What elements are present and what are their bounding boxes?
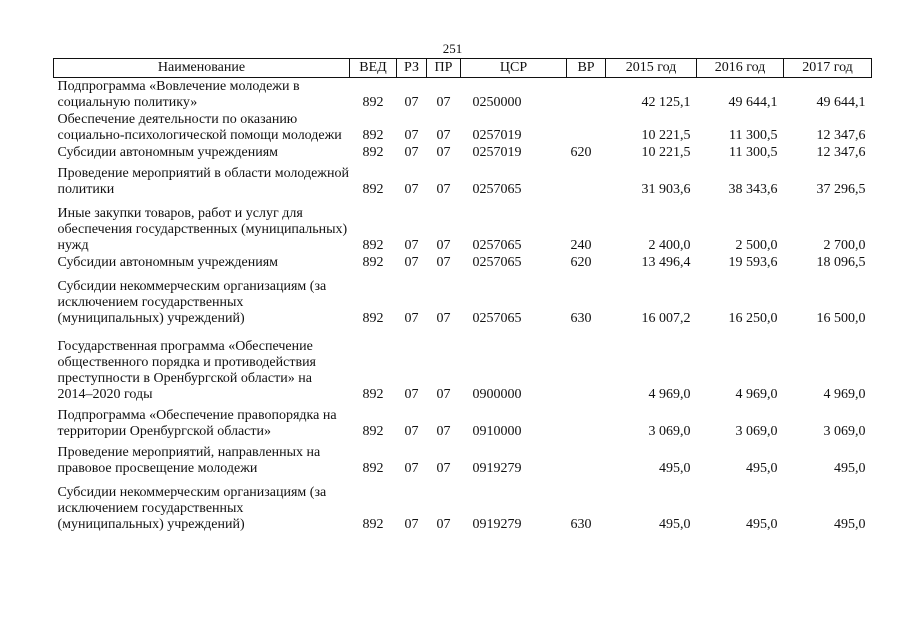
- header-csr: ЦСР: [461, 59, 567, 78]
- row-vr: [567, 78, 606, 112]
- row-vr: [567, 403, 606, 440]
- row-2017: 495,0: [834, 461, 866, 476]
- row-2017: 495,0: [834, 517, 866, 532]
- row-ved: 892: [362, 128, 384, 143]
- header-vr: ВР: [567, 59, 606, 78]
- row-2016: 16 250,0: [728, 311, 778, 326]
- row-2015: 31 903,6: [641, 182, 691, 197]
- row-2016: 4 969,0: [735, 387, 778, 402]
- page-number: 251: [442, 41, 463, 56]
- table-row: [54, 254, 872, 271]
- header-rz: РЗ: [397, 59, 427, 78]
- row-pr: 07: [436, 387, 451, 402]
- row-ved: 892: [362, 145, 384, 160]
- table-row: [54, 198, 872, 254]
- row-2015: 10 221,5: [641, 128, 691, 143]
- row-2016: 38 343,6: [728, 182, 778, 197]
- table-row: [54, 403, 872, 440]
- row-rz: 07: [404, 128, 419, 143]
- row-2015: 16 007,2: [641, 311, 691, 326]
- row-2015: 3 069,0: [648, 424, 691, 439]
- row-2015: 2 400,0: [648, 238, 691, 253]
- row-pr: 07: [436, 311, 451, 326]
- row-name: Субсидии некоммерческим организациям (за исключением государственных (муниципальных) учреждений): [57, 279, 327, 326]
- row-pr: 07: [436, 182, 451, 197]
- row-name: Государственная программа «Обеспечение общественного порядка и противодействия преступности в Оренбургской области» на 2014–2020 годы: [57, 339, 317, 402]
- row-name: Субсидии автономным учреждениям: [57, 255, 279, 270]
- row-2016: 11 300,5: [729, 128, 778, 143]
- row-vr: 630: [570, 517, 592, 532]
- row-2016: 19 593,6: [728, 255, 778, 270]
- row-2017: 18 096,5: [816, 255, 866, 270]
- row-csr: 0910000: [472, 424, 522, 439]
- row-rz: 07: [404, 517, 419, 532]
- row-name: Субсидии автономным учреждениям: [57, 145, 279, 160]
- row-2015: 495,0: [659, 517, 691, 532]
- row-2016: 11 300,5: [729, 145, 778, 160]
- row-2017: 3 069,0: [823, 424, 866, 439]
- row-ved: 892: [362, 424, 384, 439]
- row-ved: 892: [362, 182, 384, 197]
- header-name: Наименование: [54, 59, 350, 78]
- row-vr: 620: [570, 145, 592, 160]
- row-rz: 07: [404, 461, 419, 476]
- row-name: Обеспечение деятельности по оказанию социально-психологической помощи молодежи: [57, 112, 342, 143]
- row-rz: 07: [404, 255, 419, 270]
- header-2017: 2017 год: [784, 59, 872, 78]
- row-2015: 4 969,0: [648, 387, 691, 402]
- table-row: [54, 161, 872, 198]
- table-row: [54, 78, 872, 112]
- row-pr: 07: [436, 424, 451, 439]
- row-ved: 892: [362, 311, 384, 326]
- row-csr: 0257065: [472, 238, 522, 253]
- row-name: Иные закупки товаров, работ и услуг для обеспечения государственных (муниципальных) нужд: [57, 206, 348, 253]
- row-rz: 07: [404, 238, 419, 253]
- row-ved: 892: [362, 95, 384, 110]
- header-2016: 2016 год: [697, 59, 784, 78]
- row-csr: 0919279: [472, 517, 522, 532]
- row-2016: 3 069,0: [735, 424, 778, 439]
- row-2017: 49 644,1: [816, 95, 866, 110]
- row-csr: 0257019: [472, 145, 522, 160]
- row-vr: [567, 161, 606, 198]
- row-2016: 49 644,1: [728, 95, 778, 110]
- row-2016: 495,0: [746, 461, 778, 476]
- row-csr: 0250000: [472, 95, 522, 110]
- row-2015: 13 496,4: [641, 255, 691, 270]
- row-pr: 07: [436, 461, 451, 476]
- header-2015: 2015 год: [606, 59, 697, 78]
- row-ved: 892: [362, 461, 384, 476]
- row-2017: 12 347,6: [816, 128, 866, 143]
- table-row: [54, 111, 872, 144]
- row-vr: 240: [570, 238, 592, 253]
- row-pr: 07: [436, 128, 451, 143]
- budget-table: [53, 58, 872, 533]
- row-csr: 0257019: [472, 128, 522, 143]
- row-csr: 0257065: [472, 182, 522, 197]
- row-pr: 07: [436, 517, 451, 532]
- row-2017: 4 969,0: [823, 387, 866, 402]
- row-pr: 07: [436, 145, 451, 160]
- row-name: Подпрограмма «Вовлечение молодежи в социальную политику»: [57, 79, 300, 110]
- row-2017: 12 347,6: [816, 145, 866, 160]
- row-vr: [567, 327, 606, 403]
- table-row: [54, 440, 872, 477]
- row-2016: 495,0: [746, 517, 778, 532]
- row-ved: 892: [362, 255, 384, 270]
- row-rz: 07: [404, 311, 419, 326]
- row-2017: 2 700,0: [823, 238, 866, 253]
- row-2017: 16 500,0: [816, 311, 866, 326]
- row-2017: 37 296,5: [816, 182, 866, 197]
- row-pr: 07: [436, 255, 451, 270]
- row-csr: 0919279: [472, 461, 522, 476]
- row-pr: 07: [436, 95, 451, 110]
- row-name: Подпрограмма «Обеспечение правопорядка на территории Оренбургской области»: [57, 408, 337, 439]
- row-csr: 0257065: [472, 311, 522, 326]
- row-name: Проведение мероприятий, направленных на правовое просвещение молодежи: [57, 445, 321, 476]
- header-ved: ВЕД: [350, 59, 397, 78]
- row-2015: 495,0: [659, 461, 691, 476]
- table-header-row: [54, 59, 872, 78]
- row-name: Проведение мероприятий в области молодежной политики: [57, 166, 349, 197]
- row-name: Субсидии некоммерческим организациям (за исключением государственных (муниципальных) учреждений): [57, 485, 327, 532]
- row-vr: [567, 111, 606, 144]
- table-row: [54, 144, 872, 161]
- table-row: [54, 477, 872, 533]
- row-rz: 07: [404, 387, 419, 402]
- row-ved: 892: [362, 387, 384, 402]
- row-csr: 0900000: [472, 387, 522, 402]
- row-rz: 07: [404, 145, 419, 160]
- table-row: [54, 327, 872, 403]
- row-csr: 0257065: [472, 255, 522, 270]
- row-2016: 2 500,0: [735, 238, 778, 253]
- row-vr: 630: [570, 311, 592, 326]
- row-2015: 42 125,1: [641, 95, 691, 110]
- row-vr: 620: [570, 255, 592, 270]
- row-2015: 10 221,5: [641, 145, 691, 160]
- row-pr: 07: [436, 238, 451, 253]
- row-rz: 07: [404, 95, 419, 110]
- table-row: [54, 271, 872, 327]
- row-rz: 07: [404, 182, 419, 197]
- row-rz: 07: [404, 424, 419, 439]
- row-vr: [567, 440, 606, 477]
- header-pr: ПР: [427, 59, 461, 78]
- row-ved: 892: [362, 517, 384, 532]
- row-ved: 892: [362, 238, 384, 253]
